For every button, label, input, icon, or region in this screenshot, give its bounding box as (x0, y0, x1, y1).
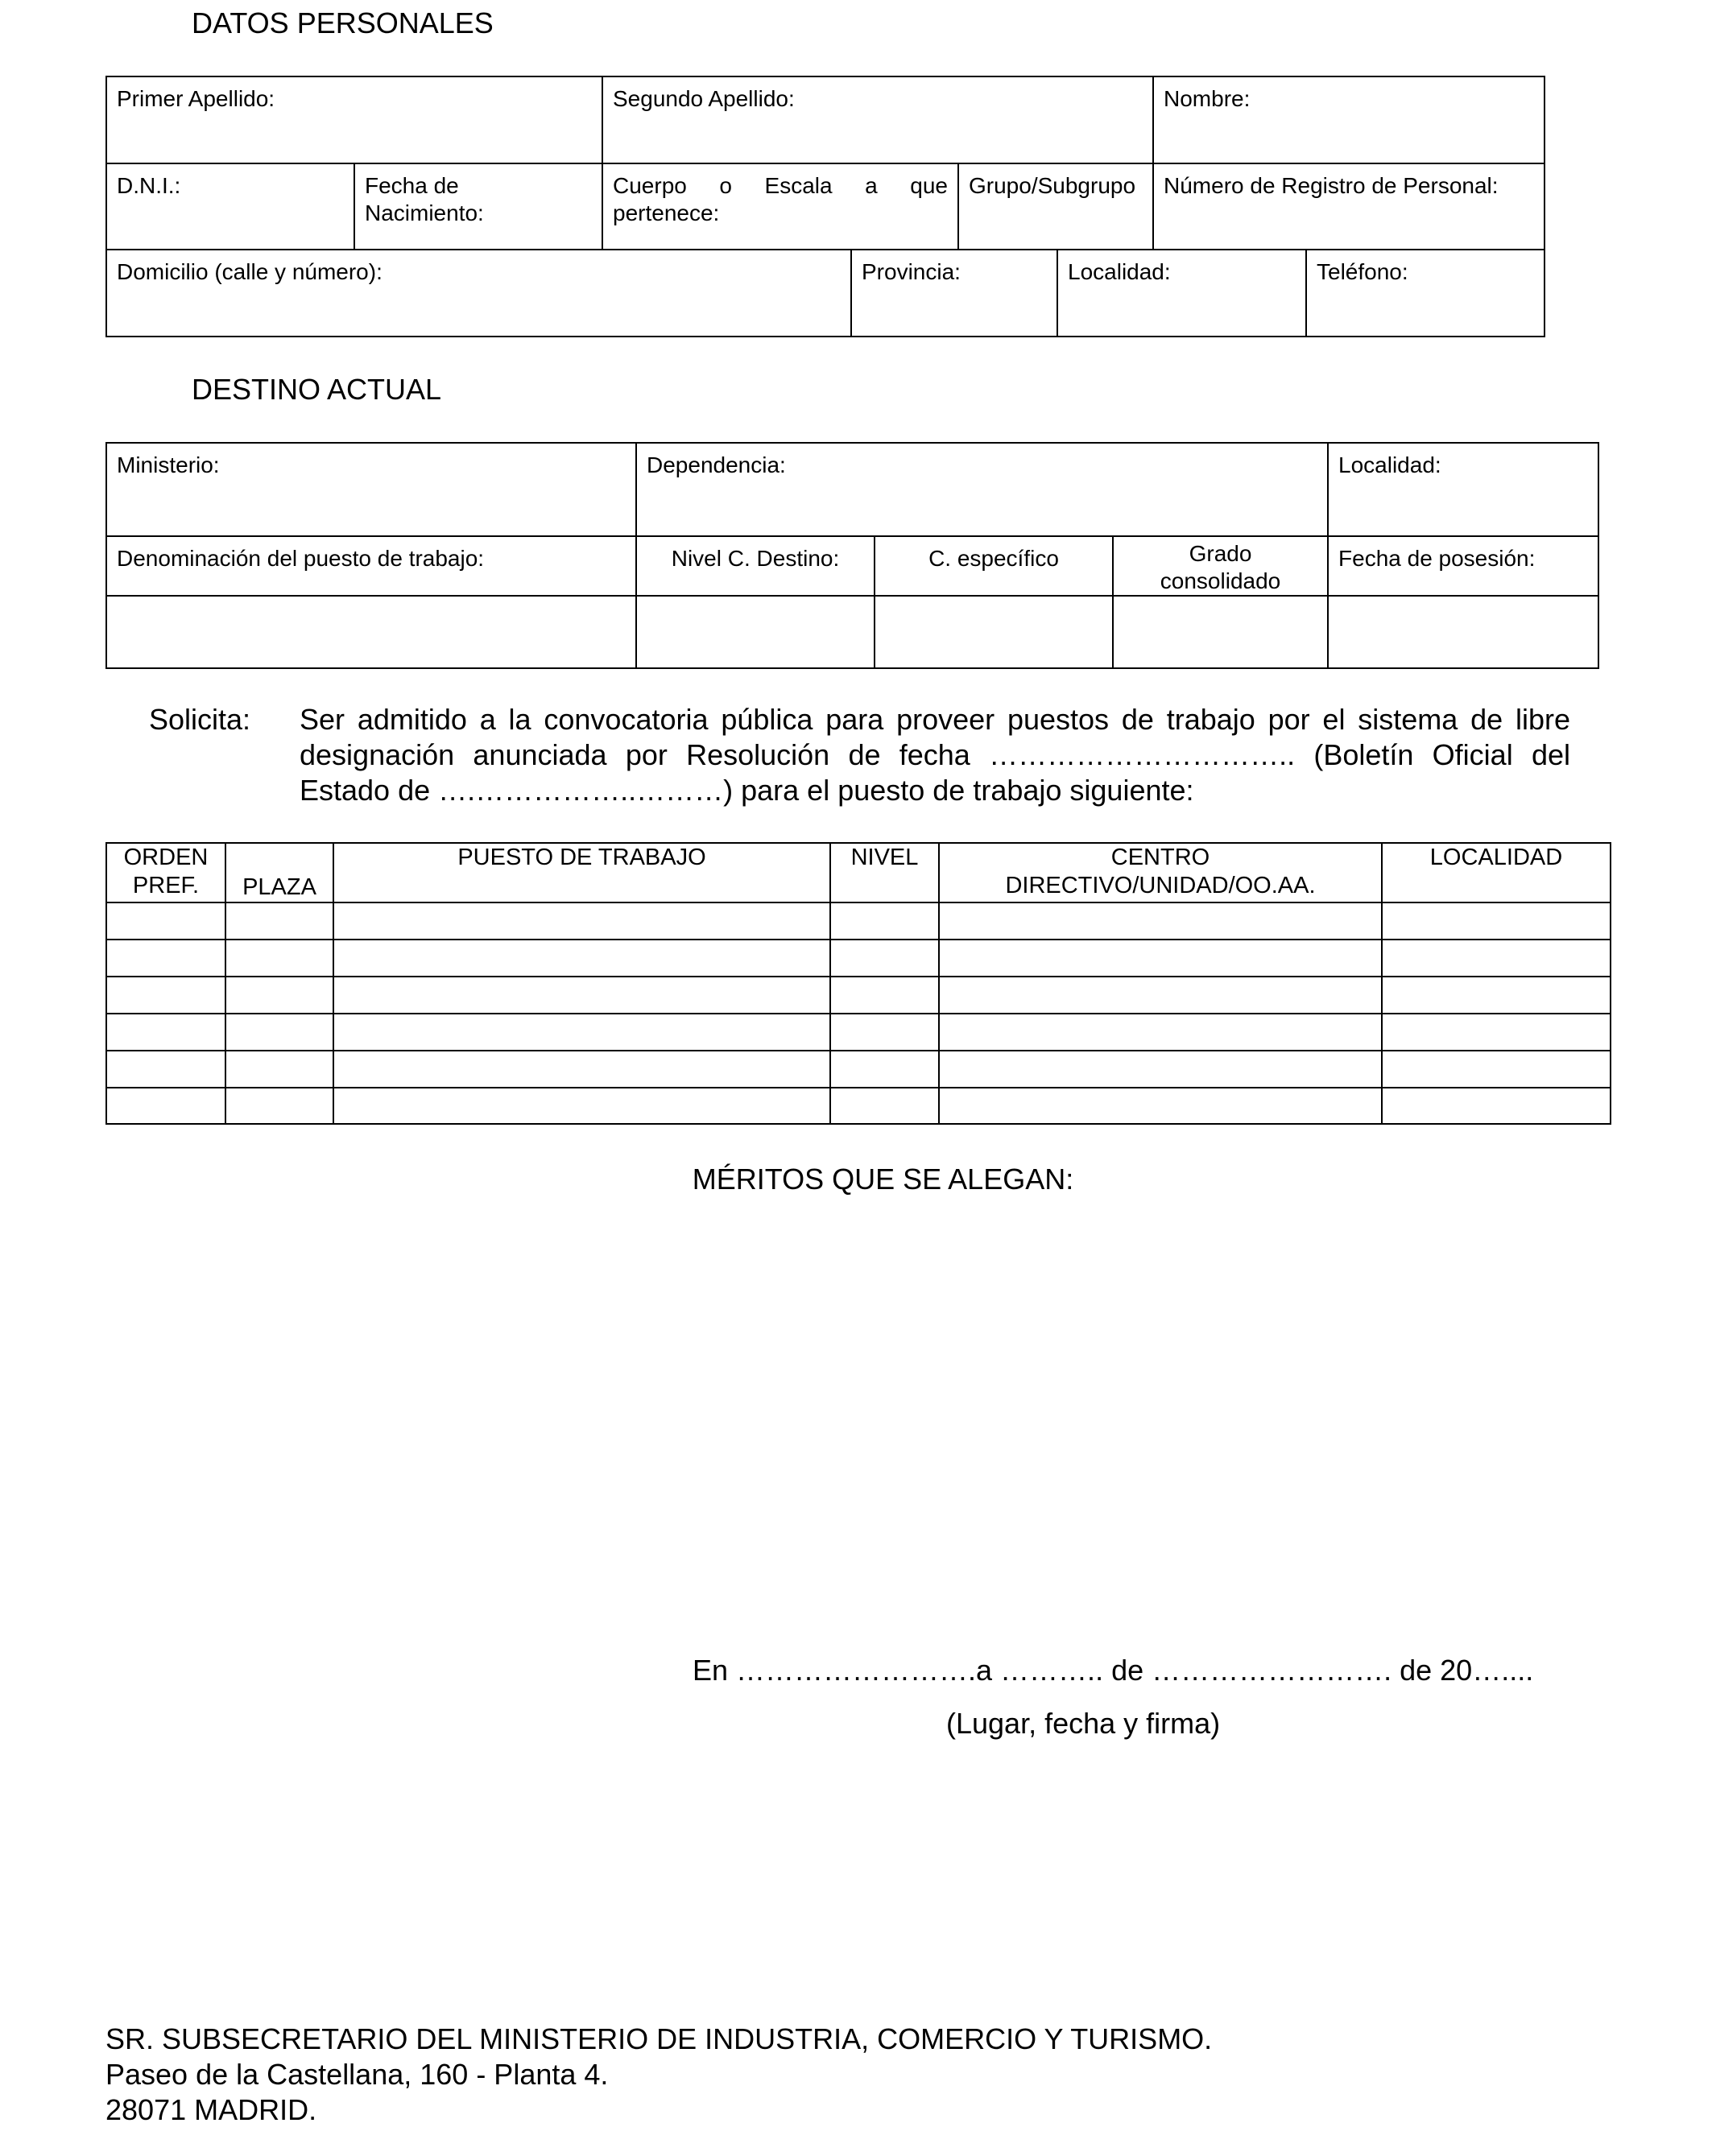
destino-section-title: DESTINO ACTUAL (192, 373, 442, 406)
denominacion-puesto-label: Denominación del puesto de trabajo: (106, 536, 636, 596)
cuerpo-escala-field[interactable]: Cuerpo o Escala a que pertenece: (602, 163, 958, 250)
nivel-cell[interactable] (830, 977, 939, 1014)
table-row (106, 977, 1611, 1014)
denominacion-puesto-input[interactable] (106, 596, 636, 668)
fecha-nacimiento-field[interactable]: Fecha de Nacimiento: (354, 163, 602, 250)
table-row (106, 1051, 1611, 1088)
table-row (106, 1014, 1611, 1051)
centro-cell[interactable] (939, 1088, 1382, 1124)
fecha-posesion-input[interactable] (1328, 596, 1598, 668)
c-especifico-input[interactable] (875, 596, 1113, 668)
plaza-header: PLAZA (225, 843, 333, 902)
centro-cell[interactable] (939, 977, 1382, 1014)
destino-localidad-field[interactable]: Localidad: (1328, 443, 1598, 536)
c-especifico-label: C. específico (875, 536, 1113, 596)
puesto-cell[interactable] (333, 977, 830, 1014)
nivel-destino-input[interactable] (636, 596, 875, 668)
orden-pref-cell[interactable] (106, 1088, 225, 1124)
dni-field[interactable]: D.N.I.: (106, 163, 354, 250)
nombre-field[interactable]: Nombre: (1153, 76, 1545, 163)
puesto-cell[interactable] (333, 940, 830, 977)
personal-section-title: DATOS PERSONALES (192, 6, 494, 39)
date-line: En …………………….a ……….. de ……………………. de 20….... (693, 1654, 1534, 1687)
preferences-table (105, 842, 1611, 1125)
puesto-trabajo-header: PUESTO DE TRABAJO (333, 843, 830, 902)
plaza-cell[interactable] (225, 902, 333, 940)
plaza-cell[interactable] (225, 1051, 333, 1088)
orden-pref-cell[interactable] (106, 1051, 225, 1088)
localidad-header: LOCALIDAD (1382, 843, 1611, 902)
primer-apellido-field[interactable]: Primer Apellido: (106, 76, 602, 163)
nivel-cell[interactable] (830, 902, 939, 940)
meritos-title: MÉRITOS QUE SE ALEGAN: (692, 1163, 1074, 1196)
solicita-text: Ser admitido a la convocatoria pública para proveer puestos de trabajo por el sistema de libre designación anunciada por Resolución de fecha ………………………….. (Boletín Oficial del Estado de ….……………..………) para el puesto de trabajo siguiente: (300, 703, 1570, 807)
table-row (106, 1088, 1611, 1124)
centro-cell[interactable] (939, 1014, 1382, 1051)
table-row (106, 902, 1611, 940)
localidad-cell[interactable] (1382, 1014, 1611, 1051)
domicilio-field[interactable]: Domicilio (calle y número): (106, 250, 851, 337)
signature-caption: (Lugar, fecha y firma) (946, 1707, 1221, 1740)
address-line-2: Paseo de la Castellana, 160 - Planta 4. (105, 2058, 609, 2091)
centro-directivo-header: CENTRO DIRECTIVO/UNIDAD/OO.AA. (939, 843, 1382, 902)
localidad-cell[interactable] (1382, 902, 1611, 940)
personal-address-table (105, 249, 1545, 337)
ministerio-field[interactable]: Ministerio: (106, 443, 636, 536)
orden-pref-cell[interactable] (106, 1014, 225, 1051)
localidad-cell[interactable] (1382, 1088, 1611, 1124)
grado-consolidado-input[interactable] (1113, 596, 1328, 668)
destino-table (105, 442, 1599, 669)
address-line-1: SR. SUBSECRETARIO DEL MINISTERIO DE INDUSTRIA, COMERCIO Y TURISMO. (105, 2022, 1213, 2055)
nivel-destino-label: Nivel C. Destino: (636, 536, 875, 596)
centro-cell[interactable] (939, 1051, 1382, 1088)
address-line-3: 28071 MADRID. (105, 2093, 317, 2126)
nivel-cell[interactable] (830, 1088, 939, 1124)
orden-pref-header: ORDEN PREF. (106, 843, 225, 902)
plaza-cell[interactable] (225, 977, 333, 1014)
telefono-field[interactable]: Teléfono: (1306, 250, 1545, 337)
puesto-cell[interactable] (333, 1051, 830, 1088)
puesto-cell[interactable] (333, 902, 830, 940)
centro-cell[interactable] (939, 940, 1382, 977)
plaza-cell[interactable] (225, 940, 333, 977)
dependencia-field[interactable]: Dependencia: (636, 443, 1328, 536)
table-row (106, 940, 1611, 977)
localidad-cell[interactable] (1382, 977, 1611, 1014)
personal-data-table (105, 76, 1545, 250)
puesto-cell[interactable] (333, 1088, 830, 1124)
puesto-cell[interactable] (333, 1014, 830, 1051)
solicita-label: Solicita: (149, 703, 251, 736)
orden-pref-cell[interactable] (106, 902, 225, 940)
meritos-area[interactable] (105, 1208, 1610, 1642)
centro-cell[interactable] (939, 902, 1382, 940)
localidad-field[interactable]: Localidad: (1057, 250, 1306, 337)
plaza-cell[interactable] (225, 1014, 333, 1051)
orden-pref-cell[interactable] (106, 940, 225, 977)
fecha-posesion-label: Fecha de posesión: (1328, 536, 1598, 596)
plaza-cell[interactable] (225, 1088, 333, 1124)
nivel-cell[interactable] (830, 940, 939, 977)
nivel-cell[interactable] (830, 1051, 939, 1088)
provincia-field[interactable]: Provincia: (851, 250, 1057, 337)
segundo-apellido-field[interactable]: Segundo Apellido: (602, 76, 1153, 163)
numero-registro-field[interactable]: Número de Registro de Personal: (1153, 163, 1545, 250)
localidad-cell[interactable] (1382, 1051, 1611, 1088)
orden-pref-cell[interactable] (106, 977, 225, 1014)
nivel-cell[interactable] (830, 1014, 939, 1051)
grado-consolidado-label: Grado consolidado (1113, 536, 1328, 596)
nivel-header: NIVEL (830, 843, 939, 902)
grupo-subgrupo-field[interactable]: Grupo/Subgrupo (958, 163, 1153, 250)
localidad-cell[interactable] (1382, 940, 1611, 977)
